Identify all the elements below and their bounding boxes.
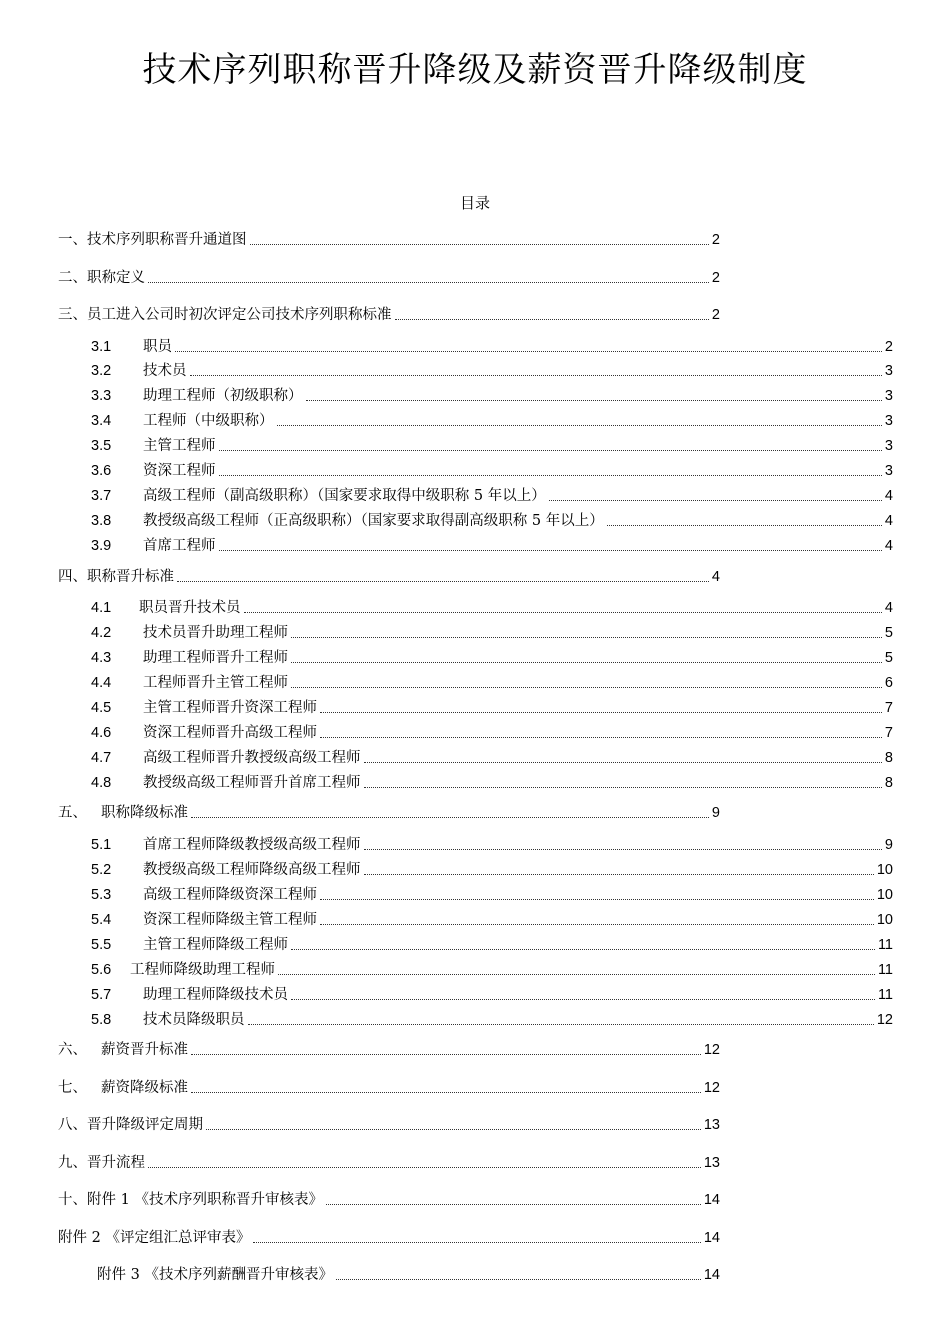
toc-entry-page: 5 — [884, 650, 893, 666]
toc-entry-page: 14 — [703, 1230, 720, 1246]
toc-dot-leader — [191, 1040, 701, 1060]
toc-dot-leader — [244, 598, 882, 618]
toc-entry-label: 教授级高级工程师（正高级职称）（国家要求取得副高级职称 5 年以上） — [143, 513, 604, 529]
toc-entry[interactable] — [91, 698, 893, 718]
toc-dot-leader — [206, 1115, 701, 1135]
toc-entry-number: 六、 — [58, 1042, 87, 1058]
toc-entry-label: 助理工程师（初级职称） — [143, 388, 303, 404]
toc-entry-page: 2 — [711, 307, 720, 323]
toc-entry-number: 4.7 — [91, 750, 112, 766]
toc-entry[interactable] — [58, 803, 720, 823]
toc-entry-page: 4 — [884, 600, 893, 616]
toc-dot-leader — [607, 511, 882, 531]
toc-dot-leader — [253, 1228, 700, 1248]
toc-entry-number: 5.8 — [91, 1012, 112, 1028]
toc-entry-label: 工程师晋升主管工程师 — [143, 675, 288, 691]
toc-entry-label: 主管工程师降级工程师 — [143, 937, 288, 953]
toc-dot-leader — [250, 230, 709, 250]
toc-entry-page: 2 — [711, 232, 720, 248]
toc-dot-leader — [364, 835, 882, 855]
toc-entry[interactable] — [58, 305, 720, 325]
toc-entry[interactable] — [91, 935, 893, 955]
toc-entry-page: 3 — [884, 388, 893, 404]
toc-entry[interactable] — [91, 598, 893, 618]
toc-entry-page: 4 — [884, 488, 893, 504]
toc-entry-label: 附件 3 《技术序列薪酬晋升审核表》 — [97, 1267, 333, 1283]
toc-dot-leader — [364, 748, 882, 768]
toc-entry[interactable] — [91, 411, 893, 431]
toc-entry-label: 四、职称晋升标准 — [58, 569, 174, 585]
toc-entry-page: 10 — [876, 887, 893, 903]
toc-dot-leader — [326, 1190, 701, 1210]
toc-entry[interactable] — [91, 386, 893, 406]
toc-entry[interactable] — [91, 773, 893, 793]
toc-entry-page: 9 — [884, 837, 893, 853]
toc-entry-label: 资深工程师 — [143, 463, 216, 479]
toc-entry[interactable] — [58, 1190, 720, 1210]
toc-entry-number: 4.1 — [91, 600, 112, 616]
toc-entry[interactable] — [91, 361, 893, 381]
toc-entry-number: 3.8 — [91, 513, 112, 529]
toc-dot-leader — [175, 337, 882, 357]
toc-entry-number: 3.2 — [91, 363, 112, 379]
toc-entry-label: 三、员工进入公司时初次评定公司技术序列职称标准 — [58, 307, 392, 323]
toc-dot-leader — [291, 985, 875, 1005]
toc-entry-number: 5.1 — [91, 837, 112, 853]
toc-entry-page: 11 — [877, 987, 893, 1003]
toc-entry[interactable] — [97, 1265, 720, 1285]
toc-entry[interactable] — [91, 960, 893, 980]
toc-entry[interactable] — [91, 835, 893, 855]
toc-entry-number: 3.1 — [91, 339, 112, 355]
toc-entry-label: 一、技术序列职称晋升通道图 — [58, 232, 247, 248]
toc-entry-number: 3.5 — [91, 438, 112, 454]
toc-heading-text: 目录 — [459, 194, 490, 212]
toc-entry-label: 工程师降级助理工程师 — [130, 962, 275, 978]
toc-entry-number: 七、 — [58, 1080, 87, 1096]
toc-entry[interactable] — [91, 461, 893, 481]
toc-dot-leader — [219, 461, 882, 481]
toc-dot-leader — [320, 910, 874, 930]
toc-dot-leader — [177, 567, 709, 587]
toc-entry[interactable] — [58, 1115, 720, 1135]
toc-entry-label: 主管工程师 — [143, 438, 216, 454]
toc-entry[interactable] — [91, 1010, 893, 1030]
toc-entry[interactable] — [91, 885, 893, 905]
toc-dot-leader — [148, 268, 709, 288]
toc-heading — [0, 192, 950, 213]
toc-dot-leader — [148, 1153, 701, 1173]
toc-entry-label: 高级工程师降级资深工程师 — [143, 887, 317, 903]
toc-entry-label: 工程师（中级职称） — [143, 413, 274, 429]
toc-entry-label: 职员 — [143, 339, 172, 355]
toc-entry[interactable] — [58, 567, 720, 587]
toc-entry-number: 5.5 — [91, 937, 112, 953]
toc-entry[interactable] — [91, 486, 893, 506]
toc-entry[interactable] — [58, 1153, 720, 1173]
toc-entry-label: 首席工程师降级教授级高级工程师 — [143, 837, 361, 853]
toc-entry-page: 4 — [884, 538, 893, 554]
toc-entry[interactable] — [58, 1040, 720, 1060]
toc-entry-page: 3 — [884, 438, 893, 454]
toc-entry[interactable] — [91, 723, 893, 743]
toc-dot-leader — [395, 305, 709, 325]
toc-entry-page: 4 — [711, 569, 720, 585]
toc-entry-page: 11 — [877, 962, 893, 978]
toc-entry-number: 5.2 — [91, 862, 112, 878]
toc-entry-label: 助理工程师降级技术员 — [143, 987, 288, 1003]
toc-entry[interactable] — [91, 985, 893, 1005]
toc-dot-leader — [320, 698, 882, 718]
toc-entry[interactable] — [91, 910, 893, 930]
toc-entry-label: 十、附件 1 《技术序列职称晋升审核表》 — [58, 1192, 323, 1208]
toc-entry-page: 12 — [703, 1080, 720, 1096]
toc-entry-page: 12 — [703, 1042, 720, 1058]
toc-dot-leader — [291, 623, 882, 643]
toc-entry-label: 技术员 — [143, 363, 187, 379]
toc-dot-leader — [320, 723, 882, 743]
toc-dot-leader — [291, 648, 882, 668]
toc-entry[interactable] — [58, 268, 720, 288]
toc-entry-page: 7 — [884, 725, 893, 741]
toc-dot-leader — [277, 411, 882, 431]
toc-dot-leader — [306, 386, 882, 406]
toc-entry-page: 7 — [884, 700, 893, 716]
toc-entry-page: 12 — [876, 1012, 893, 1028]
toc-entry-page: 10 — [876, 912, 893, 928]
toc-entry-page: 13 — [703, 1155, 720, 1171]
toc-dot-leader — [190, 361, 882, 381]
toc-entry[interactable] — [58, 1228, 720, 1248]
toc-entry-label: 八、晋升降级评定周期 — [58, 1117, 203, 1133]
toc-entry[interactable] — [91, 536, 893, 556]
toc-entry-label: 助理工程师晋升工程师 — [143, 650, 288, 666]
toc-entry-number: 4.6 — [91, 725, 112, 741]
toc-entry[interactable] — [58, 230, 720, 250]
toc-entry-number: 五、 — [58, 805, 87, 821]
toc-entry[interactable] — [91, 511, 893, 531]
toc-entry-number: 5.4 — [91, 912, 112, 928]
toc-entry-label: 附件 2 《评定组汇总评审表》 — [58, 1230, 251, 1246]
toc-entry-label: 教授级高级工程师降级高级工程师 — [143, 862, 361, 878]
toc-dot-leader — [364, 860, 874, 880]
toc-entry[interactable] — [91, 648, 893, 668]
toc-entry-label: 资深工程师降级主管工程师 — [143, 912, 317, 928]
toc-entry-label: 首席工程师 — [143, 538, 216, 554]
toc-entry[interactable] — [91, 748, 893, 768]
toc-entry-label: 教授级高级工程师晋升首席工程师 — [143, 775, 361, 791]
toc-entry-label: 二、职称定义 — [58, 270, 145, 286]
toc-entry-number: 4.4 — [91, 675, 112, 691]
toc-entry-page: 5 — [884, 625, 893, 641]
toc-entry-number: 5.3 — [91, 887, 112, 903]
toc-entry-page: 2 — [711, 270, 720, 286]
toc-entry-label: 主管工程师晋升资深工程师 — [143, 700, 317, 716]
toc-entry-page: 14 — [703, 1192, 720, 1208]
toc-entry[interactable] — [91, 337, 893, 357]
toc-entry-label: 技术员降级职员 — [143, 1012, 245, 1028]
toc-dot-leader — [291, 935, 875, 955]
toc-entry-number: 3.6 — [91, 463, 112, 479]
toc-dot-leader — [219, 536, 882, 556]
toc-entry[interactable] — [91, 673, 893, 693]
toc-entry-page: 13 — [703, 1117, 720, 1133]
toc-entry[interactable] — [58, 1078, 720, 1098]
toc-entry-page: 4 — [884, 513, 893, 529]
toc-entry-page: 11 — [877, 937, 893, 953]
toc-entry-label: 薪资降级标准 — [101, 1080, 188, 1096]
toc-dot-leader — [219, 436, 882, 456]
toc-entry-number: 3.7 — [91, 488, 112, 504]
toc-entry-page: 8 — [884, 775, 893, 791]
toc-dot-leader — [549, 486, 882, 506]
toc-entry-number: 3.9 — [91, 538, 112, 554]
toc-entry[interactable] — [91, 860, 893, 880]
toc-entry-label: 高级工程师晋升教授级高级工程师 — [143, 750, 361, 766]
toc-entry-page: 3 — [884, 463, 893, 479]
toc-entry-label: 资深工程师晋升高级工程师 — [143, 725, 317, 741]
toc-dot-leader — [248, 1010, 874, 1030]
toc-entry-page: 14 — [703, 1267, 720, 1283]
toc-dot-leader — [278, 960, 875, 980]
toc-entry-number: 4.8 — [91, 775, 112, 791]
toc-dot-leader — [320, 885, 874, 905]
document-title: 技术序列职称晋升降级及薪资晋升降级制度 — [142, 50, 808, 90]
toc-dot-leader — [291, 673, 882, 693]
toc-entry-number: 4.3 — [91, 650, 112, 666]
toc-entry-number: 4.5 — [91, 700, 112, 716]
toc-entry-label: 薪资晋升标准 — [101, 1042, 188, 1058]
toc-entry-page: 9 — [711, 805, 720, 821]
toc-entry-number: 5.6 — [91, 962, 112, 978]
toc-entry-label: 高级工程师（副高级职称）（国家要求取得中级职称 5 年以上） — [143, 488, 546, 504]
toc-dot-leader — [336, 1265, 701, 1285]
toc-entry-number: 3.3 — [91, 388, 112, 404]
toc-entry-page: 2 — [884, 339, 893, 355]
toc-entry-label: 技术员晋升助理工程师 — [143, 625, 288, 641]
toc-entry-number: 4.2 — [91, 625, 112, 641]
toc-entry-number: 5.7 — [91, 987, 112, 1003]
toc-entry-number: 3.4 — [91, 413, 112, 429]
toc-entry-label: 职员晋升技术员 — [139, 600, 241, 616]
toc-entry-page: 8 — [884, 750, 893, 766]
toc-entry-page: 6 — [884, 675, 893, 691]
toc-entry-page: 3 — [884, 363, 893, 379]
toc-entry-label: 九、晋升流程 — [58, 1155, 145, 1171]
toc-entry-page: 10 — [876, 862, 893, 878]
toc-dot-leader — [364, 773, 882, 793]
toc-dot-leader — [191, 803, 709, 823]
toc-dot-leader — [191, 1078, 701, 1098]
toc-entry-page: 3 — [884, 413, 893, 429]
toc-entry[interactable] — [91, 436, 893, 456]
toc-entry-label: 职称降级标准 — [101, 805, 188, 821]
toc-entry[interactable] — [91, 623, 893, 643]
